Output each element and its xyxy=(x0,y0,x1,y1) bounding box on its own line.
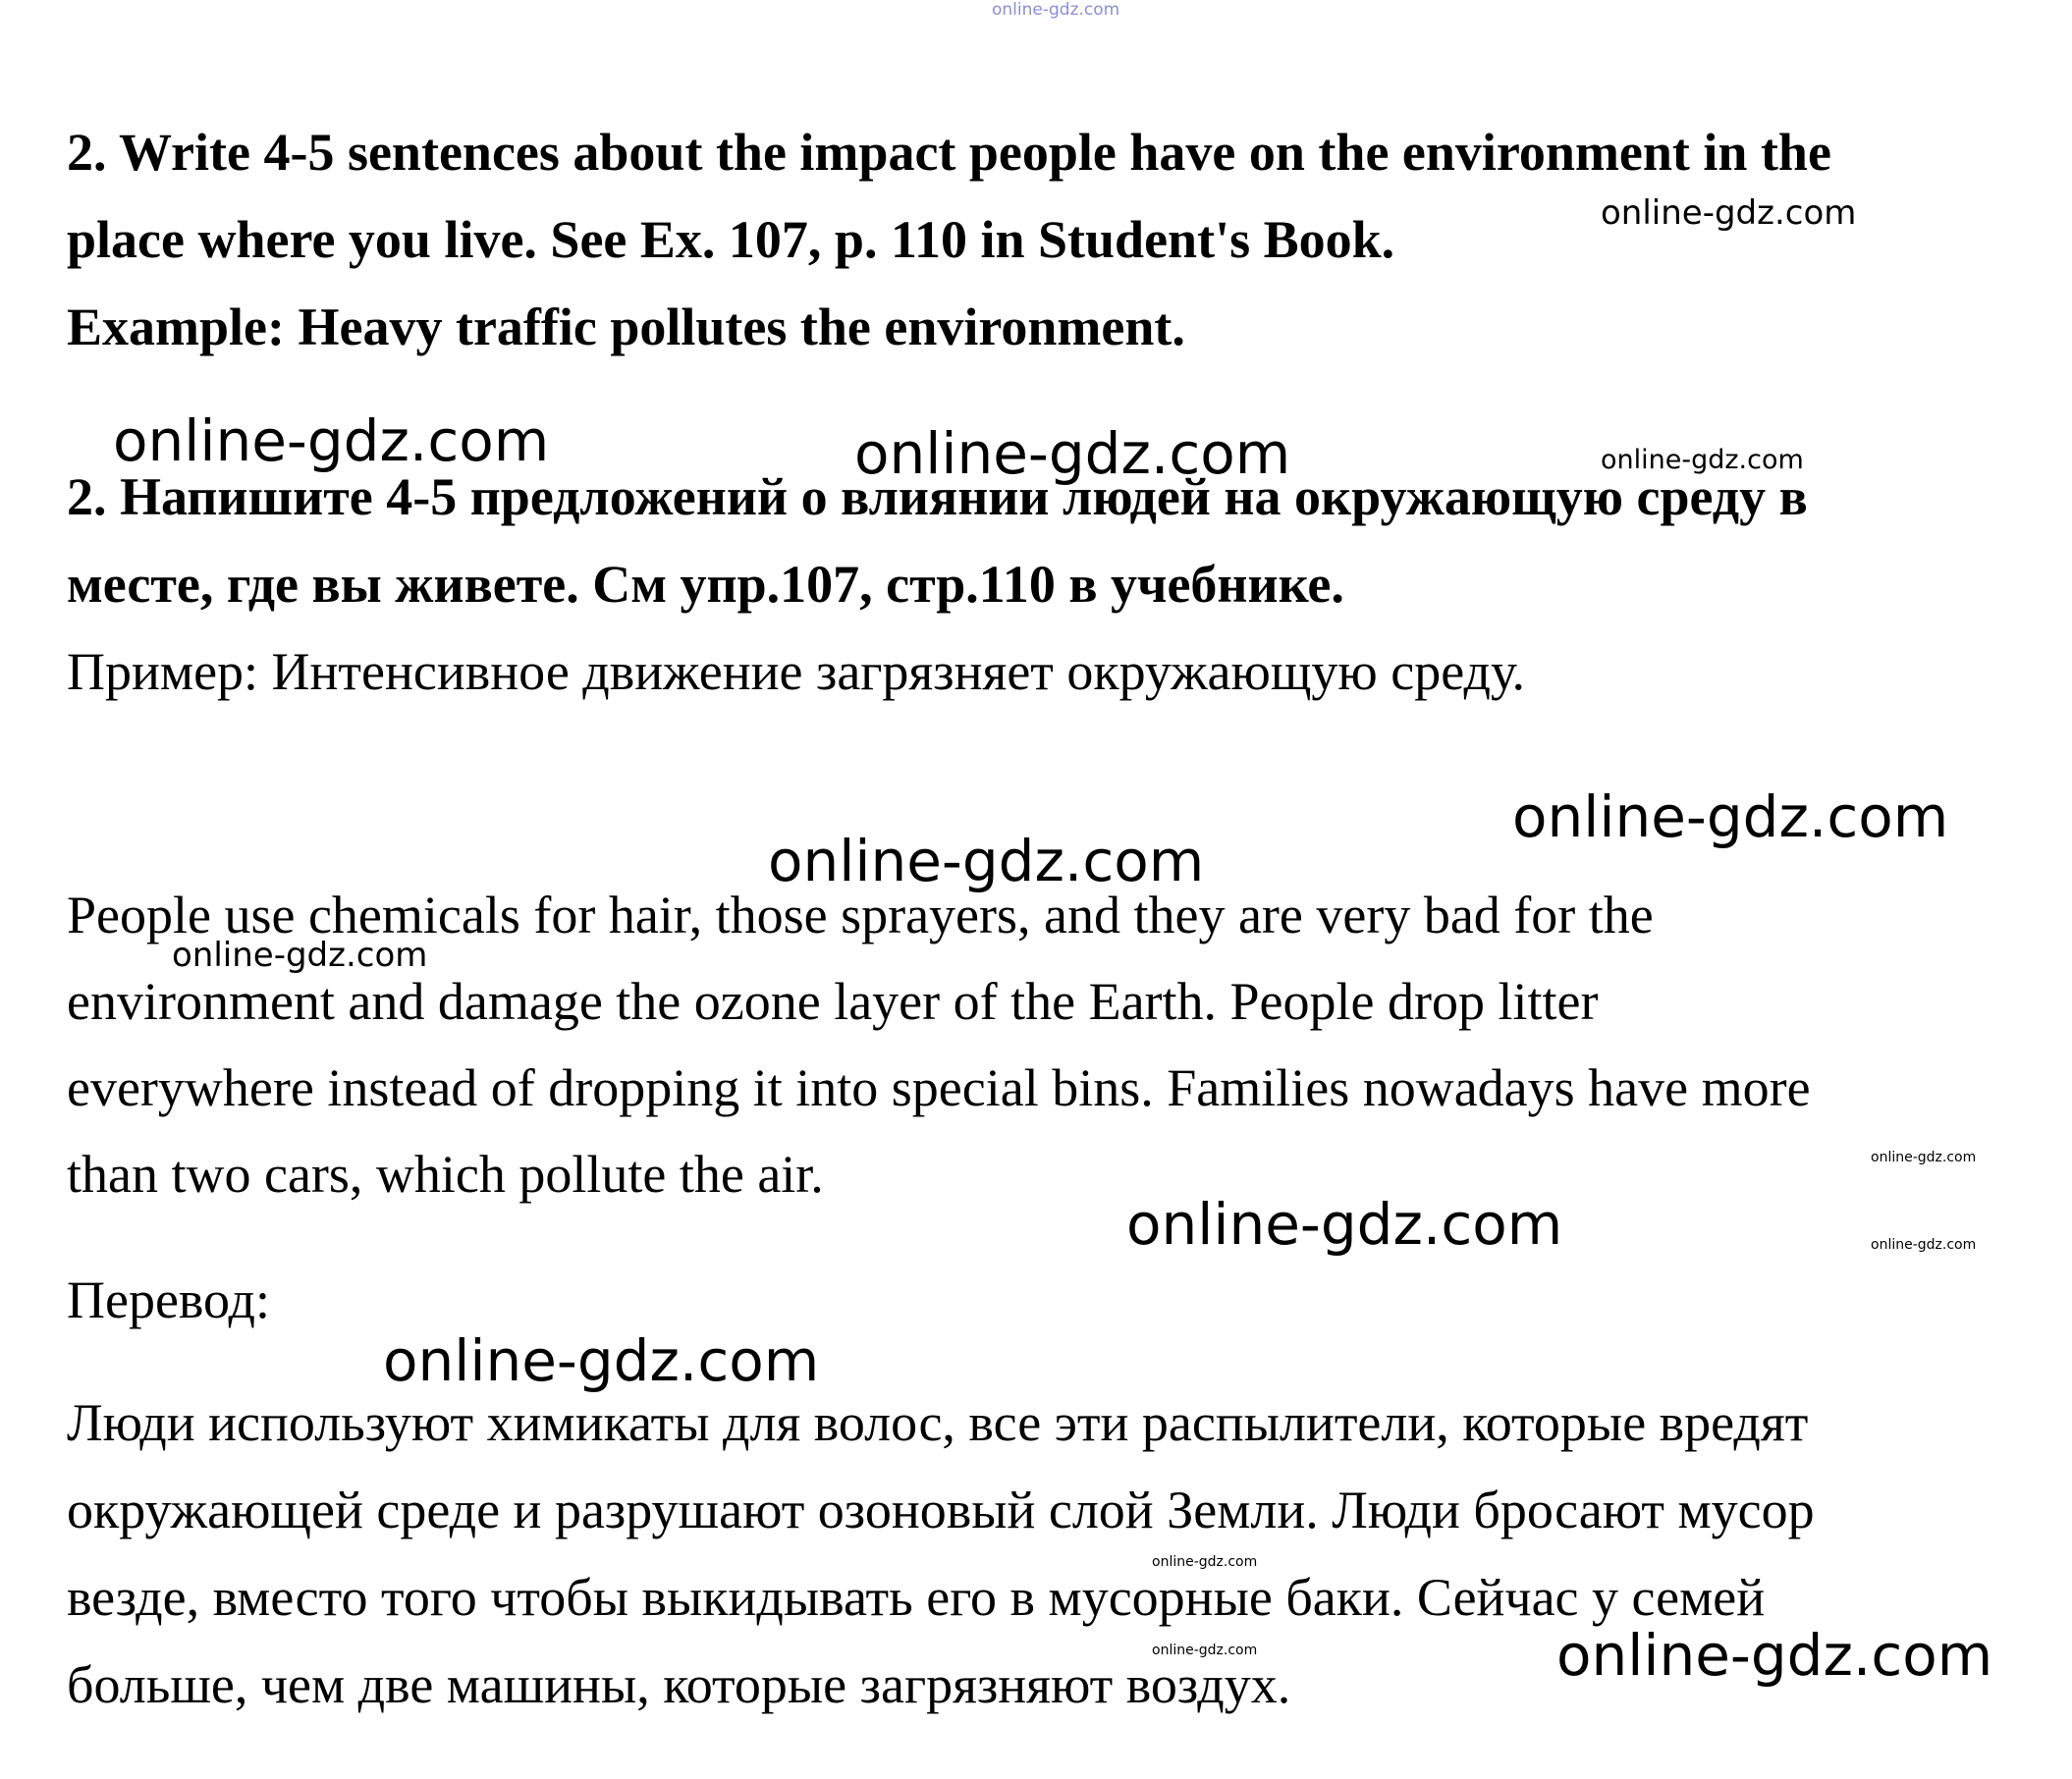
task-heading-ru-line: 2. Напишите 4-5 предложений о влиянии людей на окружающую среду в xyxy=(67,467,1808,526)
answer-en-line: People use chemicals for hair, those sprayers, and they are very bad for the xyxy=(67,886,1654,944)
translation-label: Перевод: xyxy=(67,1270,270,1329)
answer-ru-line: больше, чем две машины, которые загрязняют воздух. xyxy=(67,1655,1291,1714)
watermark: online-gdz.com xyxy=(1871,1237,1977,1253)
watermark: online-gdz.com xyxy=(1152,1643,1258,1658)
answer-en-line: everywhere instead of dropping it into special bins. Families nowadays have more xyxy=(67,1058,1811,1117)
answer-en xyxy=(67,872,2031,1217)
task-heading-en-line: place where you live. See Ex. 107, p. 110 in Student's Book. xyxy=(67,210,1395,269)
watermark: online-gdz.com xyxy=(1512,783,1949,850)
watermark: online-gdz.com xyxy=(1556,1622,1993,1689)
watermark: online-gdz.com xyxy=(854,420,1291,487)
answer-ru-line: окружающей среде и разрушают озоновый слой Земли. Люди бросают мусор xyxy=(67,1481,1815,1539)
watermark: online-gdz.com xyxy=(1601,193,1857,233)
watermark: online-gdz.com xyxy=(768,828,1205,894)
watermark: online-gdz.com xyxy=(113,407,550,474)
watermark: online-gdz.com xyxy=(1871,1150,1977,1165)
watermark: online-gdz.com xyxy=(1152,1554,1258,1570)
example-en: Example: Heavy traffic pollutes the environment. xyxy=(67,297,1185,356)
watermark: online-gdz.com xyxy=(992,0,1120,20)
answer-ru-line: Люди используют химикаты для волос, все эти распылители, которые вредят xyxy=(67,1393,1809,1452)
watermark: online-gdz.com xyxy=(172,936,428,975)
task-heading-en-line: 2. Write 4-5 sentences about the impact people have on the environment in the xyxy=(67,123,1831,182)
watermark: online-gdz.com xyxy=(1601,445,1804,475)
example-ru: Пример: Интенсивное движение загрязняет окружающую среду. xyxy=(67,642,1526,701)
watermark: online-gdz.com xyxy=(1126,1191,1563,1258)
task-heading-ru-line: месте, где вы живете. См упр.107, стр.110 в учебнике. xyxy=(67,555,1344,614)
answer-ru-line: везде, вместо того чтобы выкидывать его в мусорные баки. Сейчас у семей xyxy=(67,1568,1766,1627)
watermark: online-gdz.com xyxy=(383,1327,820,1394)
answer-en-line: than two cars, which pollute the air. xyxy=(67,1145,824,1204)
answer-en-line: environment and damage the ozone layer of the Earth. People drop litter xyxy=(67,972,1599,1031)
